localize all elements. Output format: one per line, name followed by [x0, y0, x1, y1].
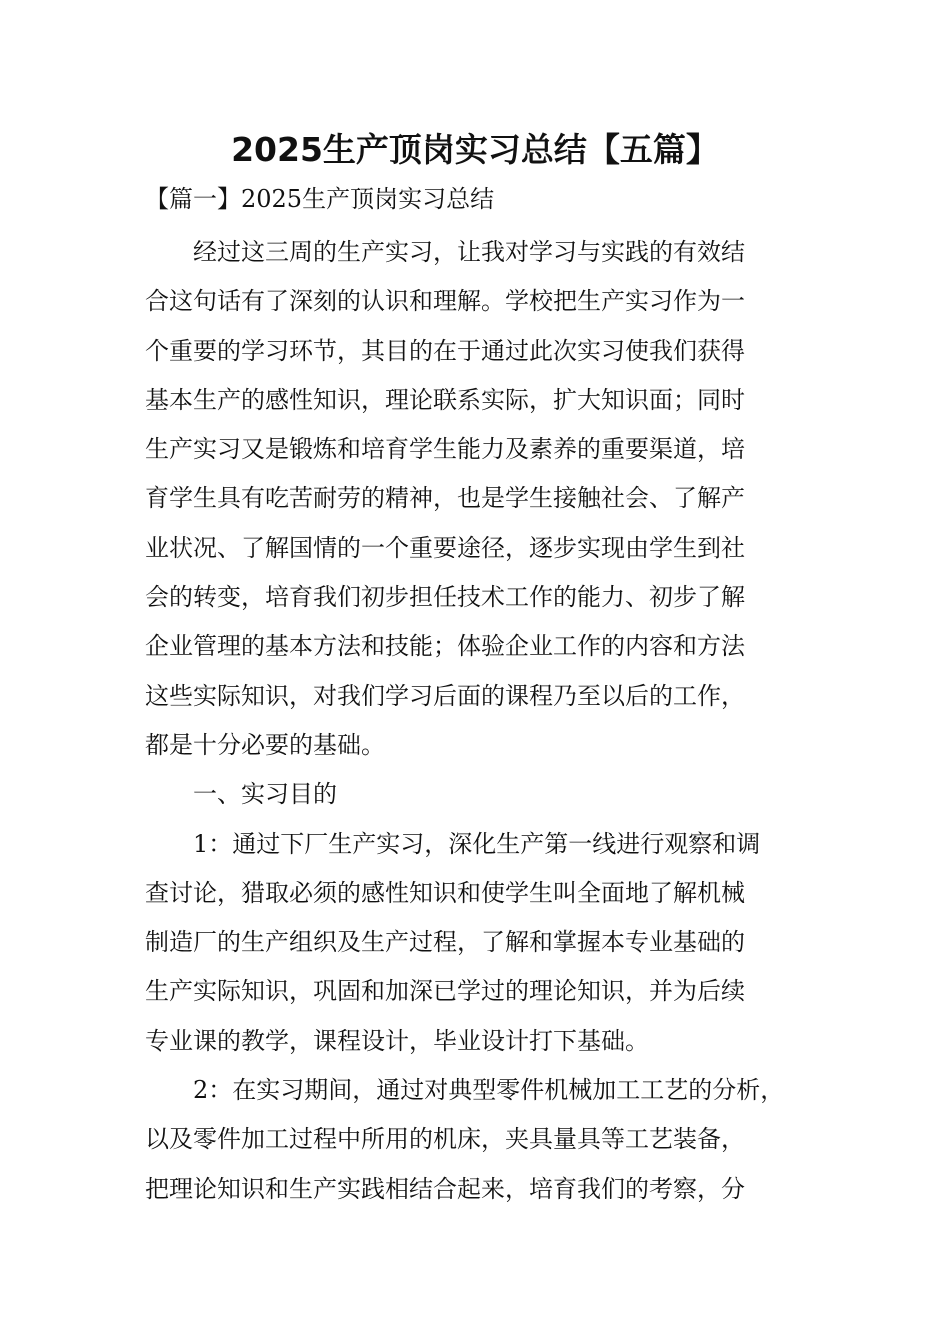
text-line: 生产实际知识，巩固和加深已学过的理论知识，并为后续 — [145, 977, 745, 1006]
text-line: 企业管理的基本方法和技能；体验企业工作的内容和方法 — [145, 632, 745, 661]
section-heading: 【篇一】2025生产顶岗实习总结 — [145, 185, 495, 213]
text-line: 制造厂的生产组织及生产过程，了解和掌握本专业基础的 — [145, 928, 745, 957]
text-line: 一、实习目的 — [193, 780, 337, 809]
text-line: 专业课的教学，课程设计，毕业设计打下基础。 — [145, 1026, 649, 1055]
text-line: 合这句话有了深刻的认识和理解。学校把生产实习作为一 — [145, 287, 745, 316]
text-line: 业状况、了解国情的一个重要途径，逐步实现由学生到社 — [145, 533, 745, 562]
paragraph-item-2 — [145, 1066, 815, 1214]
document-title: 2025生产顶岗实习总结【五篇】 — [231, 130, 719, 169]
text-line: 这些实际知识，对我们学习后面的课程乃至以后的工作， — [145, 681, 745, 710]
text-line: 会的转变，培育我们初步担任技术工作的能力、初步了解 — [145, 583, 745, 612]
text-line: 以及零件加工过程中所用的机床，夹具量具等工艺装备， — [145, 1125, 745, 1154]
section-title-purpose — [145, 770, 815, 819]
text-line: 1：通过下厂生产实习，深化生产第一线进行观察和调 — [193, 829, 761, 858]
text-line: 2：在实习期间，通过对典型零件机械加工工艺的分析， — [193, 1076, 785, 1105]
text-line: 查讨论，猎取必须的感性知识和使学生叫全面地了解机械 — [145, 878, 745, 907]
paragraph-intro — [145, 228, 815, 770]
text-line: 经过这三周的生产实习，让我对学习与实践的有效结 — [193, 238, 745, 266]
text-line: 育学生具有吃苦耐劳的精神，也是学生接触社会、了解产 — [145, 484, 745, 513]
text-line: 个重要的学习环节，其目的在于通过此次实习使我们获得 — [145, 336, 745, 365]
paragraph-item-1 — [145, 820, 815, 1066]
text-line: 把理论知识和生产实践相结合起来，培育我们的考察，分 — [145, 1174, 745, 1203]
text-line: 生产实习又是锻炼和培育学生能力及素养的重要渠道，培 — [145, 435, 745, 464]
text-line: 都是十分必要的基础。 — [145, 730, 385, 759]
document-body — [145, 228, 815, 1214]
text-line: 基本生产的感性知识，理论联系实际，扩大知识面；同时 — [145, 385, 745, 414]
